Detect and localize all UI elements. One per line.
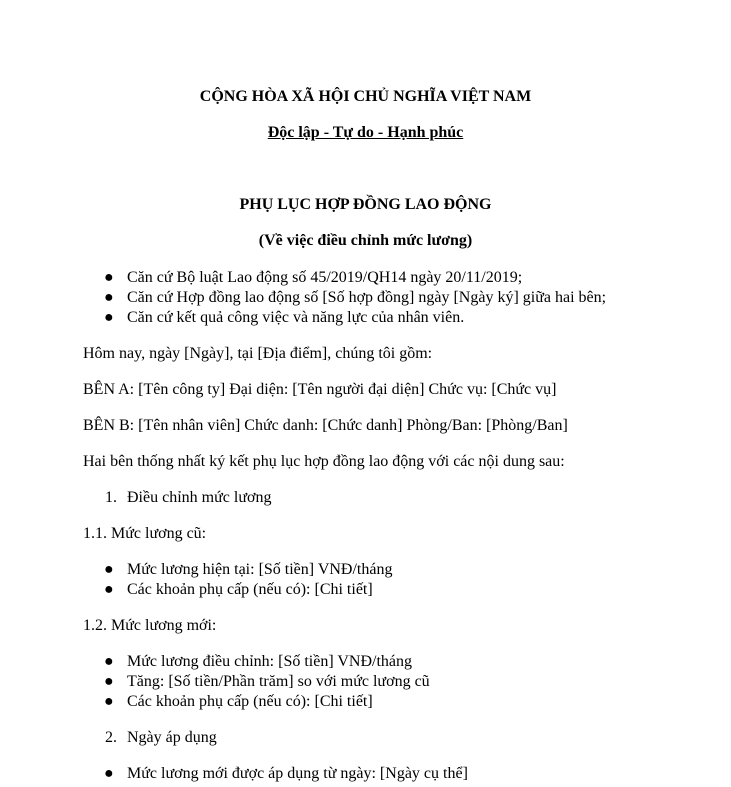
bullet-icon: ● — [104, 561, 114, 578]
new-salary-item: Các khoản phụ cấp (nếu có): [Chi tiết] — [127, 693, 373, 710]
old-salary-heading: 1.1. Mức lương cũ: — [83, 525, 207, 542]
agreement-paragraph: Hai bên thống nhất ký kết phụ lục hợp đồng lao động với các nội dung sau: — [83, 453, 565, 470]
section-2-number: 2. — [105, 729, 117, 746]
bullet-icon: ● — [104, 289, 114, 306]
party-b-paragraph: BÊN B: [Tên nhân viên] Chức danh: [Chức danh] Phòng/Ban: [Phòng/Ban] — [83, 417, 568, 434]
new-salary-heading: 1.2. Mức lương mới: — [83, 617, 217, 634]
effective-date-item: Mức lương mới được áp dụng từ ngày: [Ngày cụ thể] — [127, 765, 468, 782]
nation-heading: CỘNG HÒA XÃ HỘI CHỦ NGHĨA VIỆT NAM — [199, 88, 532, 105]
new-salary-item: Tăng: [Số tiền/Phần trăm] so với mức lương cũ — [127, 673, 430, 690]
document-subtitle: (Về việc điều chỉnh mức lương) — [258, 232, 473, 249]
bullet-icon: ● — [104, 581, 114, 598]
old-salary-item: Các khoản phụ cấp (nếu có): [Chi tiết] — [127, 581, 373, 598]
new-salary-item: Mức lương điều chỉnh: [Số tiền] VNĐ/tháng — [127, 653, 413, 670]
basis-item: Căn cứ Hợp đồng lao động số [Số hợp đồng] ngày [Ngày ký] giữa hai bên; — [127, 289, 607, 306]
intro-paragraph: Hôm nay, ngày [Ngày], tại [Địa điểm], chúng tôi gồm: — [83, 345, 433, 362]
party-a-paragraph: BÊN A: [Tên công ty] Đại diện: [Tên người đại diện] Chức vụ: [Chức vụ] — [83, 381, 557, 398]
bullet-icon: ● — [104, 309, 114, 326]
old-salary-item: Mức lương hiện tại: [Số tiền] VNĐ/tháng — [127, 561, 393, 578]
bullet-icon: ● — [104, 269, 114, 286]
bullet-icon: ● — [104, 673, 114, 690]
bullet-icon: ● — [104, 765, 114, 782]
motto — [0, 123, 731, 143]
bullet-icon: ● — [104, 693, 114, 710]
section-1-heading: Điều chỉnh mức lương — [127, 489, 272, 506]
section-1-number: 1. — [105, 489, 117, 506]
motto-text: Độc lập - Tự do - Hạnh phúc — [267, 124, 464, 141]
bullet-icon: ● — [104, 653, 114, 670]
section-2-heading: Ngày áp dụng — [127, 729, 217, 746]
document-title: PHỤ LỤC HỢP ĐỒNG LAO ĐỘNG — [239, 196, 492, 213]
basis-item: Căn cứ kết quả công việc và năng lực của nhân viên. — [127, 309, 465, 326]
basis-item: Căn cứ Bộ luật Lao động số 45/2019/QH14 ngày 20/11/2019; — [127, 269, 523, 286]
